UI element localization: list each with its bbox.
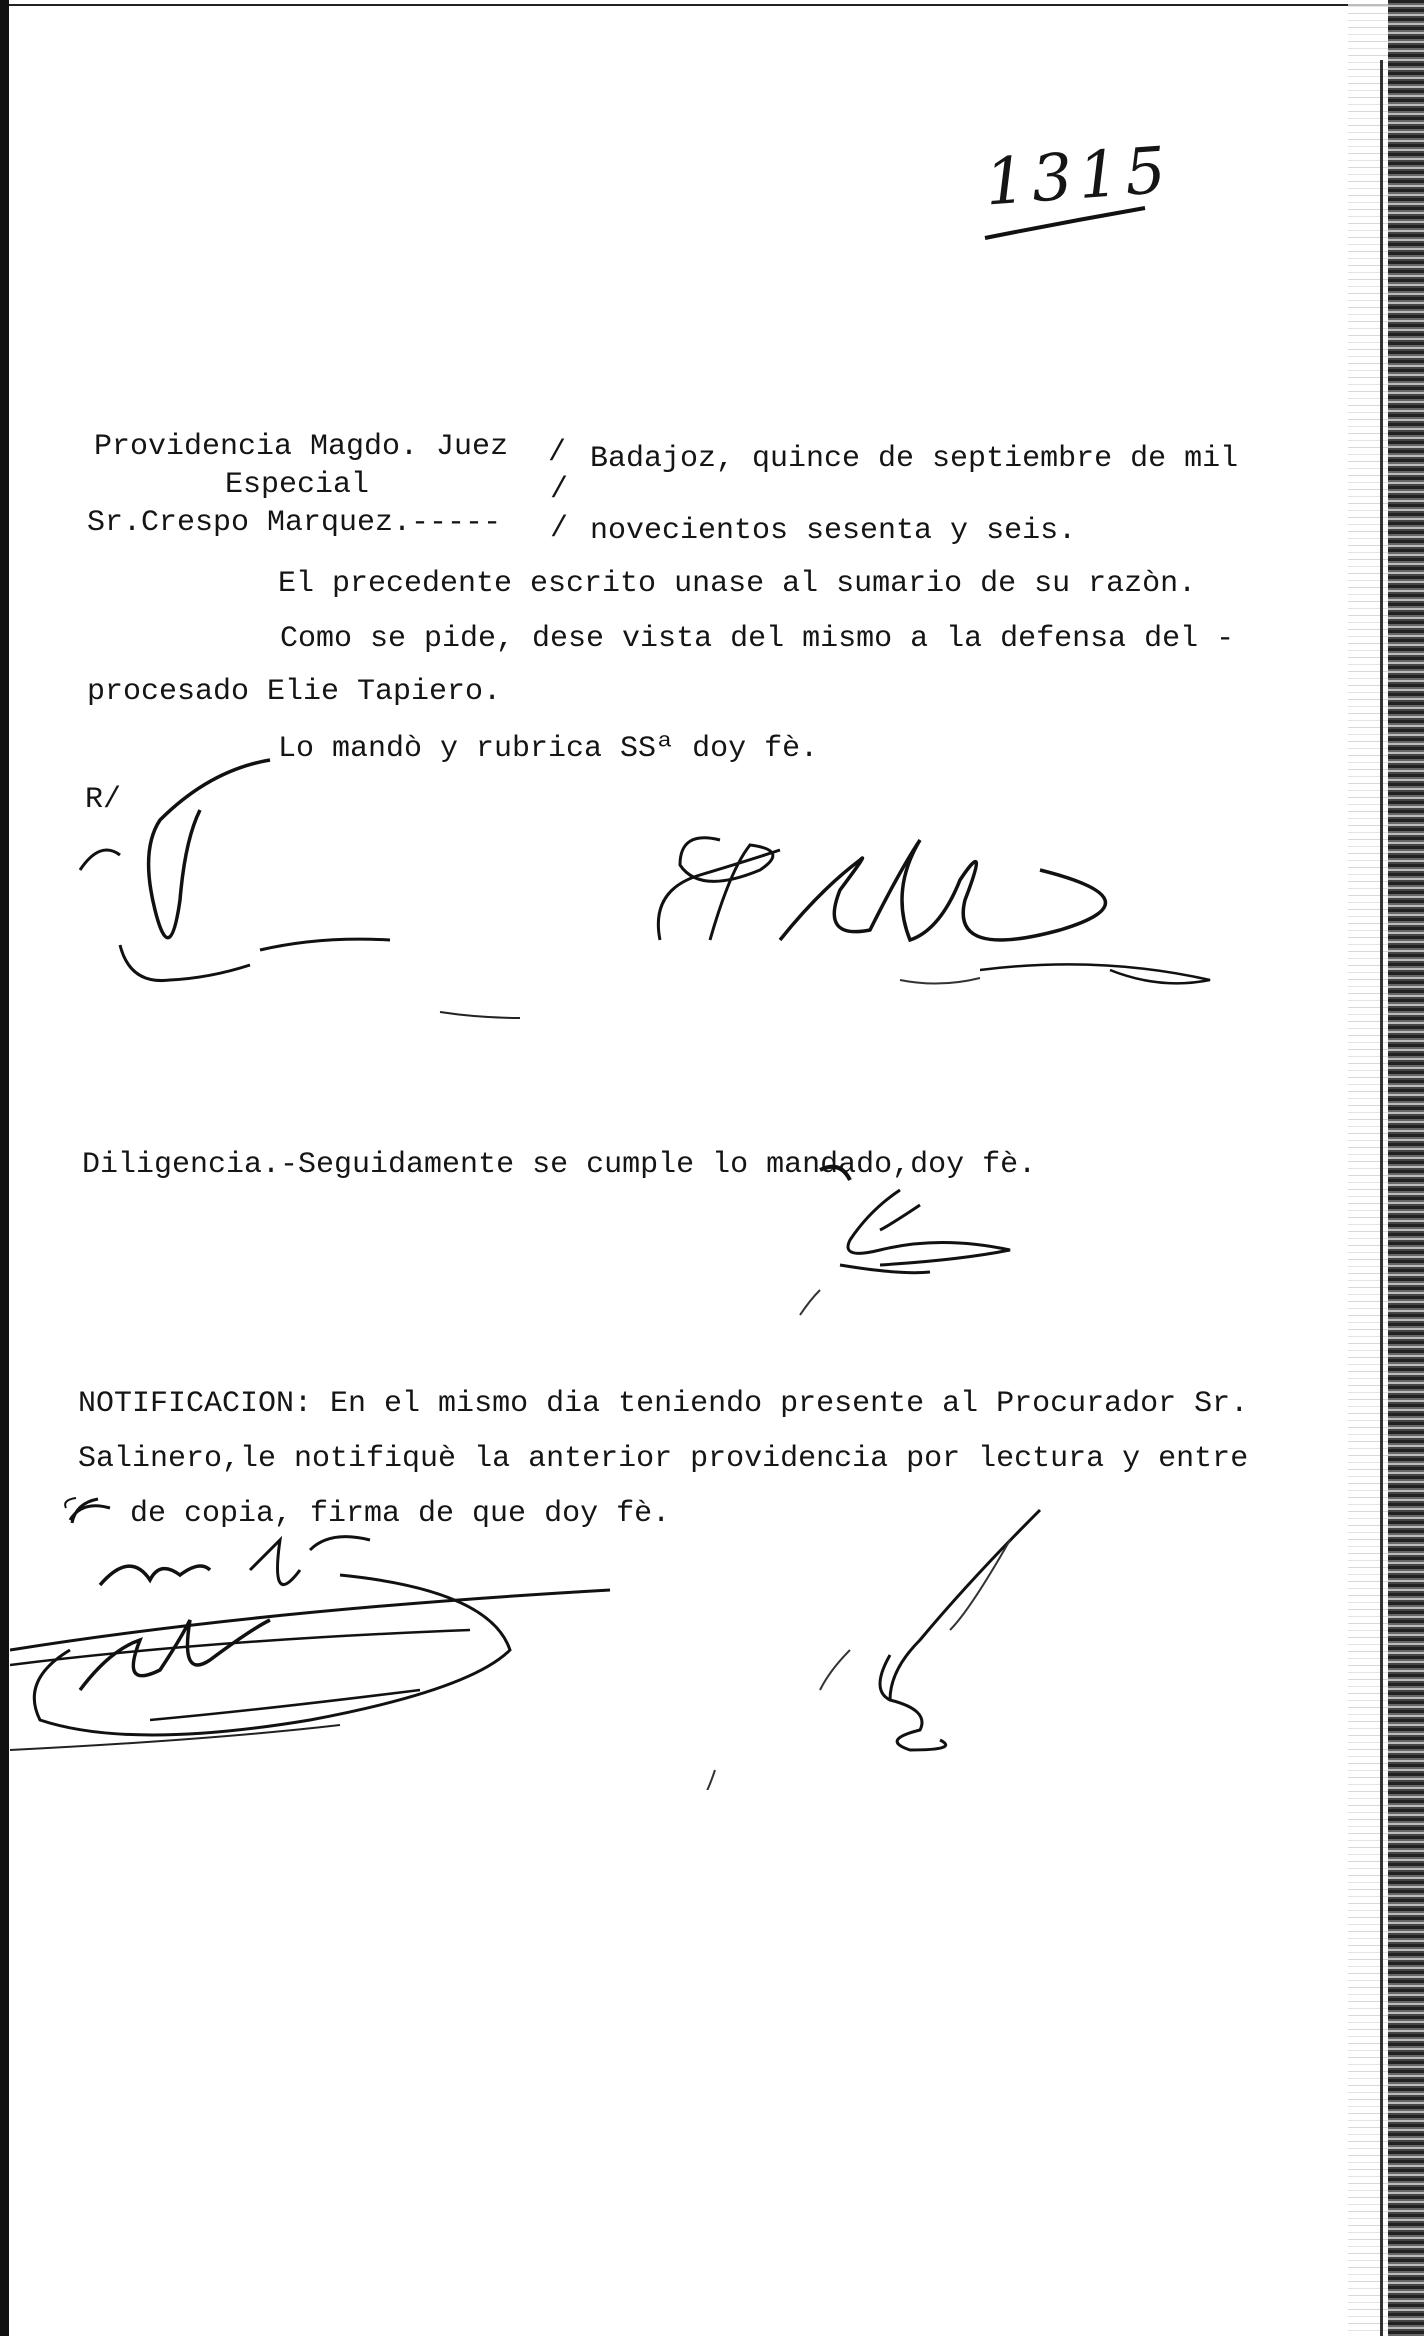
header-separator-1: /	[548, 436, 567, 470]
paragraph-vista-line2: procesado Elie Tapiero.	[87, 675, 502, 709]
rubric-mark: R/	[85, 783, 122, 817]
header-separator-3: /	[550, 512, 569, 546]
header-left-line2: Especial	[225, 468, 370, 502]
header-left-line1: Providencia Magdo. Juez	[94, 430, 509, 464]
paragraph-mando: Lo mandò y rubrica SSª doy fè.	[278, 732, 819, 766]
header-right-line1: Badajoz, quince de septiembre de mil	[590, 442, 1239, 476]
binding-line	[1380, 60, 1383, 2336]
small-mark-left	[68, 1493, 118, 1533]
diligencia-signature	[780, 1150, 1100, 1320]
diligencia-text: Diligencia.-Seguidamente se cumple lo mandado,doy fè.	[82, 1148, 1037, 1182]
paragraph-vista-line1: Como se pide, dese vista del mismo a la defensa del -	[280, 622, 1235, 656]
folio-number: 1315	[982, 133, 1175, 221]
notificacion-line2: Salinero,le notifiquè la anterior providencia por lectura y entre	[78, 1442, 1249, 1476]
notificacion-signatures	[10, 1490, 1060, 1790]
paragraph-precedente: El precedente escrito unase al sumario de su razòn.	[278, 567, 1197, 601]
scan-top-edge	[0, 4, 1424, 6]
scan-right-edge	[1388, 0, 1424, 2336]
header-right-line3: novecientos sesenta y seis.	[590, 514, 1077, 548]
notificacion-line1: NOTIFICACION: En el mismo dia teniendo presente al Procurador Sr.	[78, 1387, 1249, 1421]
judge-signature	[60, 740, 1220, 1040]
header-left-line3: Sr.Crespo Marquez.-----	[87, 506, 502, 540]
header-separator-2: /	[550, 473, 569, 507]
notificacion-line3: de copia, firma de que doy fè.	[130, 1497, 671, 1531]
folio-underline	[975, 200, 1155, 250]
scan-left-edge	[0, 0, 9, 2336]
